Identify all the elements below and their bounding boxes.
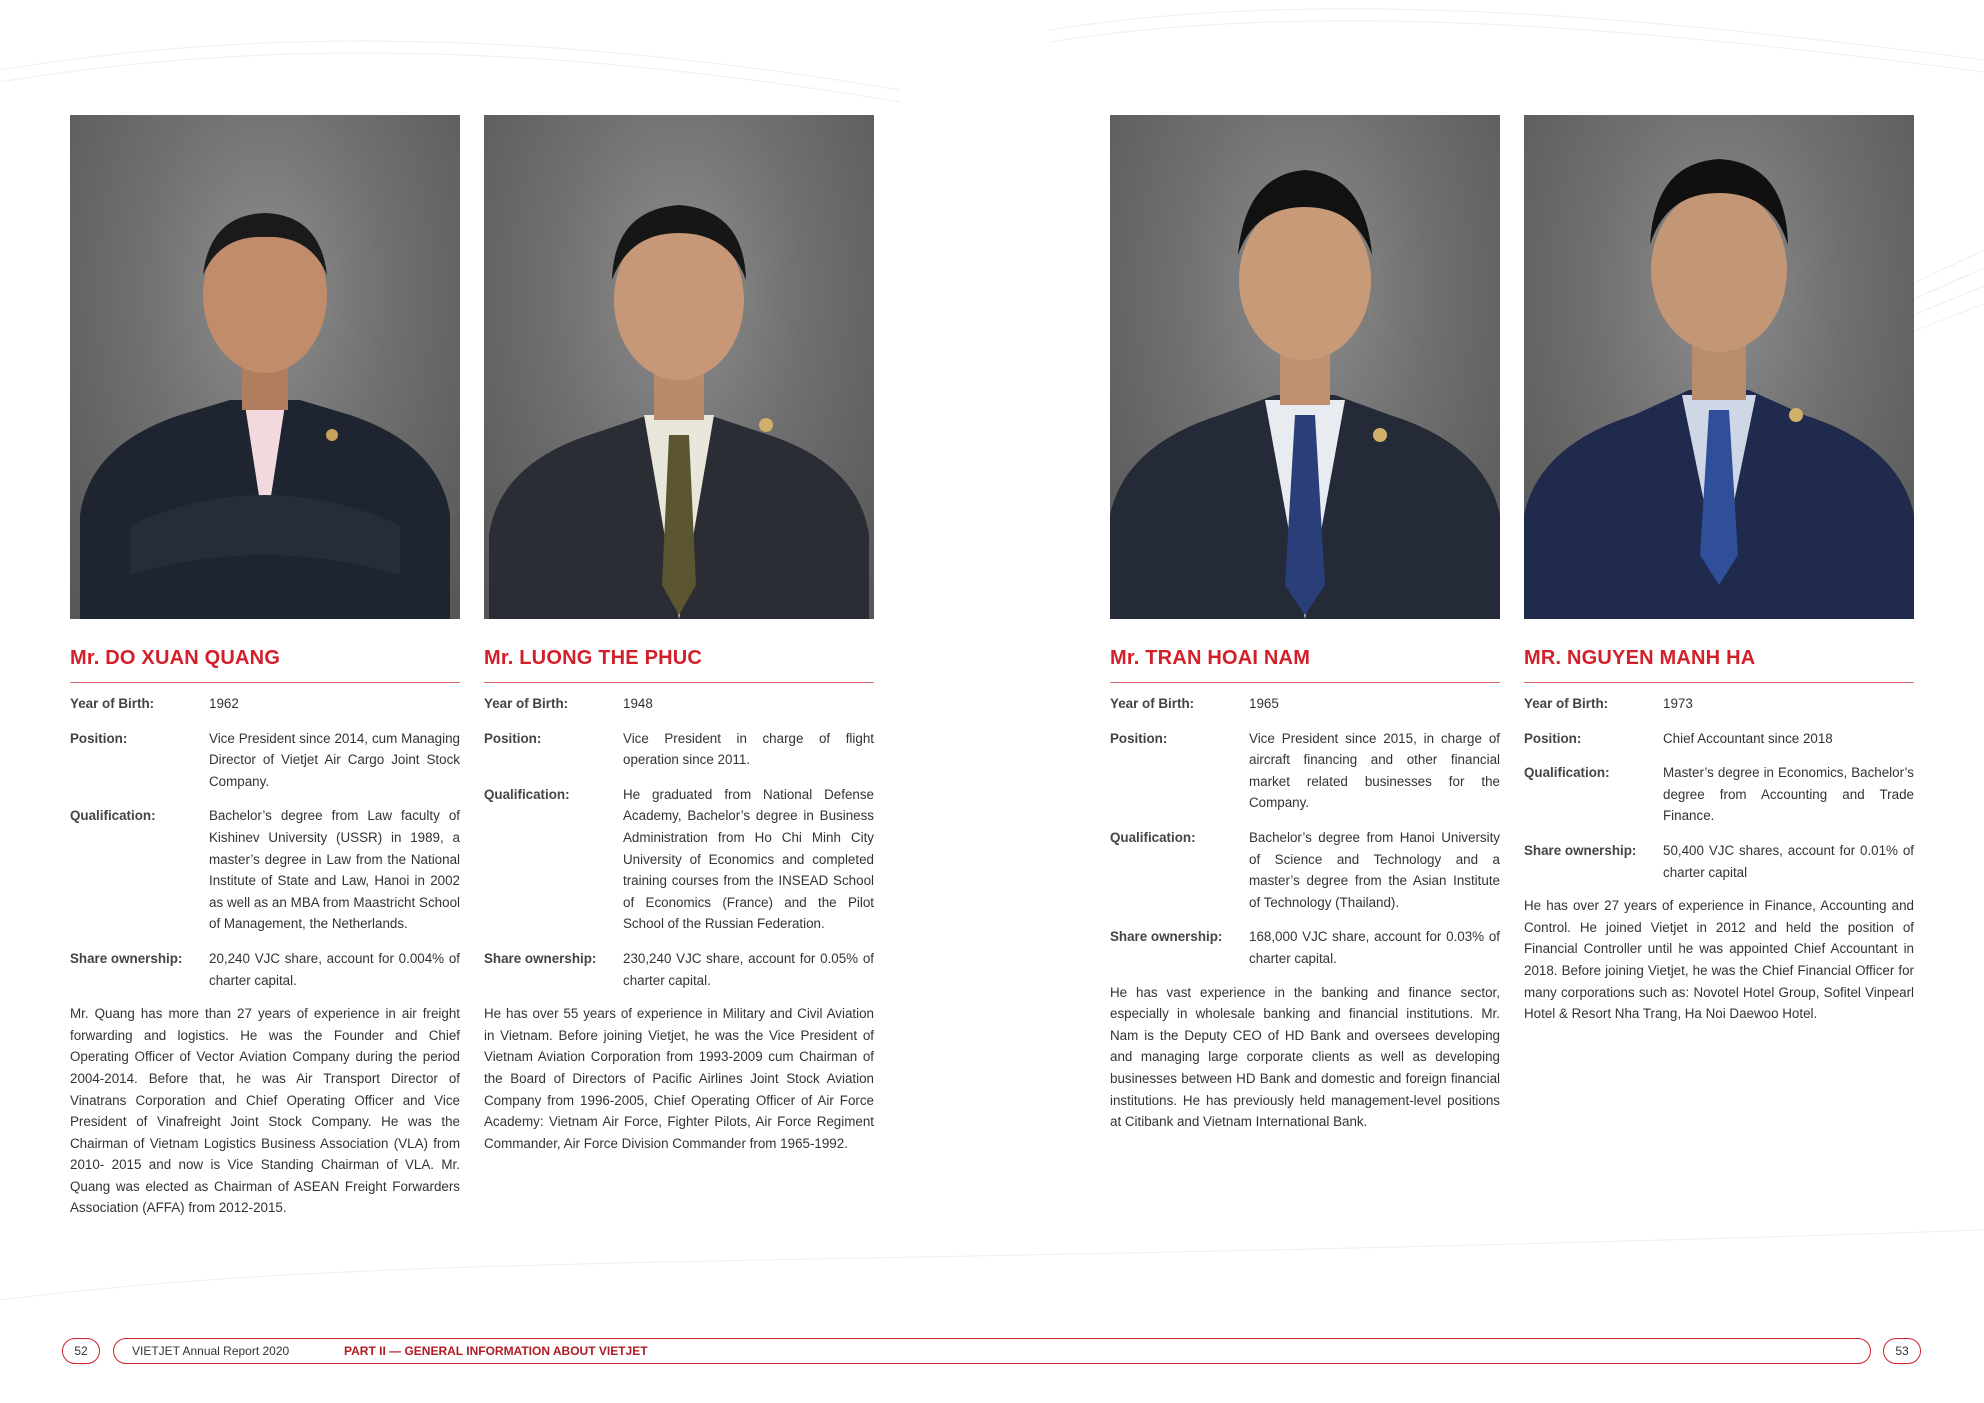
share-ownership-value: 230,240 VJC share, account for 0.05% of charter capital. [623, 950, 874, 988]
profile-card-tran-hoai-nam [1110, 115, 1500, 1133]
position-value: Vice President since 2014, cum Managing Director of Vietjet Air Cargo Joint Stock Company. [209, 730, 460, 789]
profile-name: Mr. LUONG THE PHUC [484, 647, 874, 683]
section-title: PART II — GENERAL INFORMATION ABOUT VIETJET [344, 1344, 648, 1358]
portrait-photo [1110, 115, 1500, 619]
position-value: Vice President in charge of flight operation since 2011. [623, 730, 874, 768]
position-label: Position: [1110, 730, 1168, 746]
year-of-birth-value: 1965 [1249, 696, 1279, 711]
biography: He has vast experience in the banking and finance sector, especially in wholesale banking and financial institutions. Mr. Nam is the Deputy CEO of HD Bank and oversees developing and managing large corporate clients as well as developing businesses between HD Bank and domestic and foreign financial institutions. He has previously held management-level positions at Citibank and Vietnam International Bank. [1110, 984, 1500, 1130]
biography: He has over 55 years of experience in Military and Civil Aviation in Vietnam. Before joining Vietjet, he was the Vice President of Vietnam Aviation Corporation from 1993-2009 cum Chairman of the Board of Directors of Pacific Airlines Joint Stock Aviation Company from 1996-2005, Chief Operating Officer of Air Force Academy: Vietnam Air Force, Fighter Pilots, Air Force Regiment Commander, Air Force Division Commander from 1965-1992. [484, 1006, 874, 1151]
position-label: Position: [484, 730, 542, 746]
share-ownership-label: Share ownership: [1110, 929, 1223, 945]
profile-card-nguyen-manh-ha [1524, 115, 1914, 1025]
share-ownership-value: 20,240 VJC share, account for 0.004% of charter capital. [209, 950, 460, 988]
footer-bar [113, 1338, 1871, 1364]
qualification-value: Master’s degree in Economics, Bachelor’s degree from Accounting and Trade Finance. [1663, 765, 1914, 824]
share-ownership-label: Share ownership: [484, 950, 597, 966]
year-of-birth-label: Year of Birth: [1524, 696, 1609, 711]
portrait-photo [1524, 115, 1914, 619]
position-label: Position: [70, 730, 128, 746]
year-of-birth-value: 1948 [623, 696, 653, 711]
qualification-label: Qualification: [1110, 829, 1196, 845]
share-ownership-value: 168,000 VJC share, account for 0.03% of charter capital. [1249, 929, 1500, 966]
position-value: Vice President since 2015, in charge of aircraft financing and other financial market related businesses for the Company. [1249, 730, 1500, 811]
qualification-value: Bachelor’s degree from Hanoi University of Science and Technology and a master’s degree from the Asian Institute of Technology (Thailand). [1249, 829, 1500, 910]
share-ownership-label: Share ownership: [1524, 842, 1637, 858]
portrait-photo [484, 115, 874, 619]
profile-card-do-xuan-quang [70, 115, 460, 1219]
year-of-birth-label: Year of Birth: [484, 696, 569, 711]
year-of-birth-value: 1973 [1663, 696, 1693, 711]
year-of-birth-label: Year of Birth: [1110, 696, 1195, 711]
year-of-birth-value: 1962 [209, 696, 239, 711]
biography: He has over 27 years of experience in Finance, Accounting and Control. He joined Vietjet in 2012 and held the position of Financial Controller until he was appointed Chief Accountant in 2018. Before joining Vietjet, he was the Chief Financial Officer for many corporations such as: Novotel Hotel Group, Sofitel Vinpearl Hotel & Resort Nha Trang, Ha Noi Daewoo Hotel. [1524, 898, 1914, 1022]
page-footer [0, 1338, 1984, 1364]
profile-name: Mr. TRAN HOAI NAM [1110, 647, 1500, 683]
right-page-number: 53 [1883, 1338, 1921, 1364]
position-label: Position: [1524, 730, 1582, 746]
qualification-label: Qualification: [1524, 765, 1610, 781]
qualification-value: Bachelor’s degree from Law faculty of Kishinev University (USSR) in 1989, a master’s degree in Law from the National Institute of State and Law, Hanoi in 2002 as well as an MBA from Maastricht School of Management, the Netherlands. [209, 808, 460, 932]
portrait-photo [70, 115, 460, 619]
share-ownership-value: 50,400 VJC shares, account for 0.01% of charter capital [1663, 842, 1914, 880]
biography: Mr. Quang has more than 27 years of experience in air freight forwarding and logistics. He was the Founder and Chief Operating Officer of Vector Aviation Company during the period 2004-2014. Before that, he was Air Transport Director of Vinatrans Corporation and Chief Operating Officer and Vice President of Vinafreight Joint Stock Company. He was the Chairman of Vietnam Logistics Business Association (VLA) from 2010- 2015 and now is Vice Standing Chairman of VLA. Mr. Quang was elected as Chairman of ASEAN Freight Forwarders Association (AFFA) from 2012-2015. [70, 1006, 460, 1216]
share-ownership-label: Share ownership: [70, 950, 183, 966]
report-title: VIETJET Annual Report 2020 [132, 1344, 290, 1358]
position-value: Chief Accountant since 2018 [1663, 730, 1833, 746]
left-page-number: 52 [62, 1338, 100, 1364]
year-of-birth-label: Year of Birth: [70, 696, 155, 711]
profile-card-luong-the-phuc [484, 115, 874, 1154]
qualification-value: He graduated from National Defense Academy, Bachelor’s degree in Business Administration from Ho Chi Minh City University of Economics and completed training courses from the INSEAD School of Economics (France) and the Pilot School of the Russian Federation. [623, 786, 874, 932]
qualification-label: Qualification: [484, 786, 570, 802]
profile-name: Mr. DO XUAN QUANG [70, 647, 460, 683]
profile-name: MR. NGUYEN MANH HA [1524, 647, 1914, 683]
qualification-label: Qualification: [70, 808, 156, 824]
